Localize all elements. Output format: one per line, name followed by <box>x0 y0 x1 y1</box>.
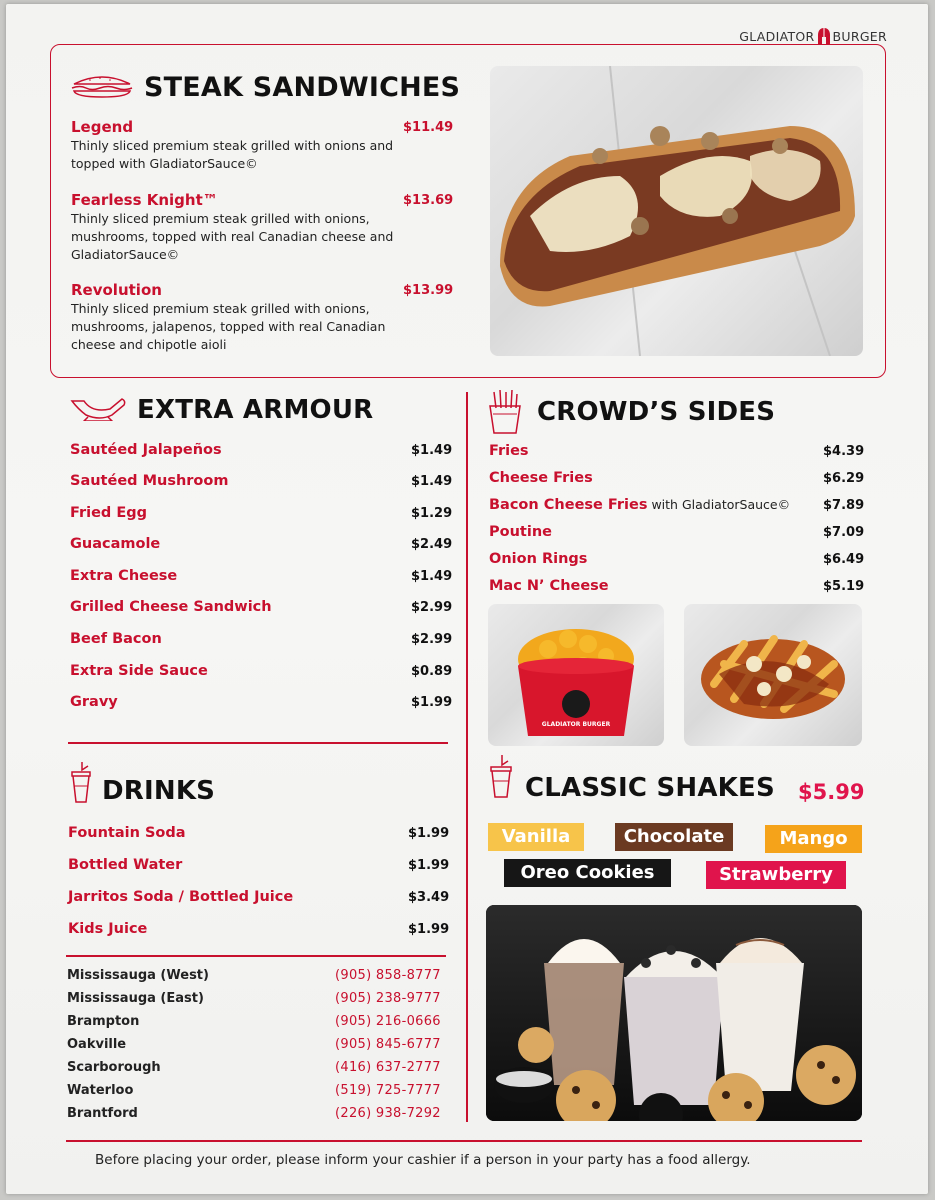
location-city: Mississauga (West) <box>67 968 209 983</box>
item-price: $5.19 <box>823 579 865 594</box>
section-title-steak-sandwiches: STEAK SANDWICHES <box>144 72 461 103</box>
desc-line: mushrooms, topped with real Canadian cheese and <box>71 229 394 244</box>
steak-sandwich-illustration <box>490 66 863 356</box>
poutine-illustration <box>684 604 862 746</box>
item-price: $13.99 <box>403 283 454 298</box>
item-price: $1.49 <box>411 569 453 584</box>
item-description <box>71 210 461 264</box>
flavor-badge-mango: Mango <box>765 825 862 853</box>
item-name <box>489 551 587 567</box>
item-name: Jarritos Soda / Bottled Juice <box>68 889 294 905</box>
item-price: $11.49 <box>403 120 454 135</box>
item-name: Sautéed Mushroom <box>70 473 229 489</box>
menu-item <box>71 281 461 354</box>
item-name <box>489 443 529 459</box>
item-name-text: Fries <box>489 443 529 459</box>
item-name-suffix: with GladiatorSauce© <box>647 497 791 512</box>
item-price: $13.69 <box>403 193 454 208</box>
item-name-text: Onion Rings <box>489 551 588 567</box>
mac-n-cheese-illustration <box>488 604 664 746</box>
item-name: Kids Juice <box>68 921 148 937</box>
item-price: $6.49 <box>823 552 865 567</box>
item-price: $7.89 <box>823 498 865 513</box>
steak-sandwich-photo <box>490 66 863 356</box>
cup-icon <box>70 762 92 804</box>
section-title-drinks: DRINKS <box>102 776 216 806</box>
item-name-text: Poutine <box>489 524 552 540</box>
item-price: $3.49 <box>408 890 450 905</box>
item-name: Grilled Cheese Sandwich <box>70 599 272 615</box>
brand-name-right: BURGER <box>832 28 887 44</box>
item-price: $1.49 <box>411 443 453 458</box>
item-description <box>71 300 461 354</box>
item-name: Fried Egg <box>70 505 148 521</box>
milkshakes-photo <box>486 905 862 1121</box>
location-phone[interactable]: (905) 238-9777 <box>335 991 441 1006</box>
mac-n-cheese-photo <box>488 604 664 746</box>
item-price: $6.29 <box>823 471 865 486</box>
milkshakes-illustration <box>486 905 862 1121</box>
item-name: Beef Bacon <box>70 631 162 647</box>
location-row <box>67 1083 441 1098</box>
flavor-badge-chocolate: Chocolate <box>615 823 733 851</box>
divider <box>68 742 448 744</box>
desc-line: Thinly sliced premium steak grilled with onions, <box>71 301 370 316</box>
desc-line: mushrooms, jalapenos, topped with real Canadian <box>71 319 386 334</box>
location-row <box>67 1060 441 1075</box>
item-name-text: Mac N’ Cheese <box>489 578 609 594</box>
location-city: Oakville <box>67 1037 127 1052</box>
item-name: Legend <box>71 118 134 136</box>
item-price: $2.49 <box>411 537 453 552</box>
desc-line: cheese and chipotle aioli <box>71 337 227 352</box>
item-name-text: Cheese Fries <box>489 470 593 486</box>
item-name: Fountain Soda <box>68 825 186 841</box>
item-name: Gravy <box>70 694 118 710</box>
location-phone[interactable]: (905) 845-6777 <box>335 1037 441 1052</box>
section-title-crowds-sides: CROWD’S SIDES <box>537 397 776 427</box>
sandwich-icon <box>70 74 134 98</box>
allergy-note: Before placing your order, please inform your cashier if a person in your party has a food allergy. <box>95 1152 751 1168</box>
item-name: Extra Side Sauce <box>70 663 208 679</box>
shakes-price: $5.99 <box>798 780 865 804</box>
item-name <box>489 578 609 594</box>
location-phone[interactable]: (519) 725-7777 <box>335 1083 441 1098</box>
item-name: Bottled Water <box>68 857 183 873</box>
fries-icon <box>488 390 522 434</box>
menu-item <box>71 118 461 173</box>
item-price: $1.49 <box>411 474 453 489</box>
shake-cup-icon <box>488 755 514 799</box>
brand-name-left: GLADIATOR <box>739 28 815 44</box>
section-title-extra-armour: EXTRA ARMOUR <box>137 395 374 425</box>
menu-item <box>71 191 461 264</box>
desc-line: Thinly sliced premium steak grilled with onions, <box>71 211 370 226</box>
helmet-icon <box>818 28 830 44</box>
location-row <box>67 1106 441 1121</box>
desc-line: topped with GladiatorSauce© <box>71 156 258 171</box>
location-phone[interactable]: (905) 858-8777 <box>335 968 441 983</box>
location-city: Waterloo <box>67 1083 134 1098</box>
item-name: Sautéed Jalapeños <box>70 442 222 458</box>
poutine-photo <box>684 604 862 746</box>
location-row <box>67 1037 441 1052</box>
item-name <box>489 497 790 513</box>
location-phone[interactable]: (905) 216-0666 <box>335 1014 441 1029</box>
section-title-classic-shakes: CLASSIC SHAKES <box>525 773 775 803</box>
item-name: Extra Cheese <box>70 568 178 584</box>
gravy-boat-icon <box>70 395 128 421</box>
location-row <box>67 991 441 1006</box>
desc-line: Thinly sliced premium steak grilled with onions and <box>71 138 394 153</box>
flavor-badge-strawberry: Strawberry <box>706 861 846 889</box>
location-city: Scarborough <box>67 1060 161 1075</box>
location-city: Brampton <box>67 1014 140 1029</box>
item-price: $1.29 <box>411 506 453 521</box>
item-name <box>489 524 552 540</box>
location-phone[interactable]: (416) 637-2777 <box>335 1060 441 1075</box>
divider <box>66 955 446 957</box>
item-name: Revolution <box>71 281 162 299</box>
item-name: Guacamole <box>70 536 161 552</box>
location-row <box>67 968 441 983</box>
location-city: Brantford <box>67 1106 138 1121</box>
item-name-text: Bacon Cheese Fries <box>489 497 648 513</box>
item-price: $2.99 <box>411 600 453 615</box>
item-description <box>71 137 461 173</box>
flavor-badge-oreo-cookies: Oreo Cookies <box>504 859 671 887</box>
location-row <box>67 1014 441 1029</box>
item-price: $1.99 <box>411 695 453 710</box>
item-price: $2.99 <box>411 632 453 647</box>
desc-line: GladiatorSauce© <box>71 247 180 262</box>
item-price: $0.89 <box>411 664 453 679</box>
divider <box>66 1140 862 1142</box>
item-name: Fearless Knight™ <box>71 191 218 209</box>
column-divider <box>466 392 468 1122</box>
item-price: $4.39 <box>823 444 865 459</box>
item-price: $1.99 <box>408 922 450 937</box>
item-price: $1.99 <box>408 858 450 873</box>
cup-brand-label: GLADIATOR BURGER <box>541 721 611 728</box>
location-city: Mississauga (East) <box>67 991 204 1006</box>
flavor-badge-vanilla: Vanilla <box>488 823 584 851</box>
brand-logo <box>739 28 887 44</box>
item-name <box>489 470 593 486</box>
location-phone[interactable]: (226) 938-7292 <box>335 1106 441 1121</box>
item-price: $7.09 <box>823 525 865 540</box>
item-price: $1.99 <box>408 826 450 841</box>
